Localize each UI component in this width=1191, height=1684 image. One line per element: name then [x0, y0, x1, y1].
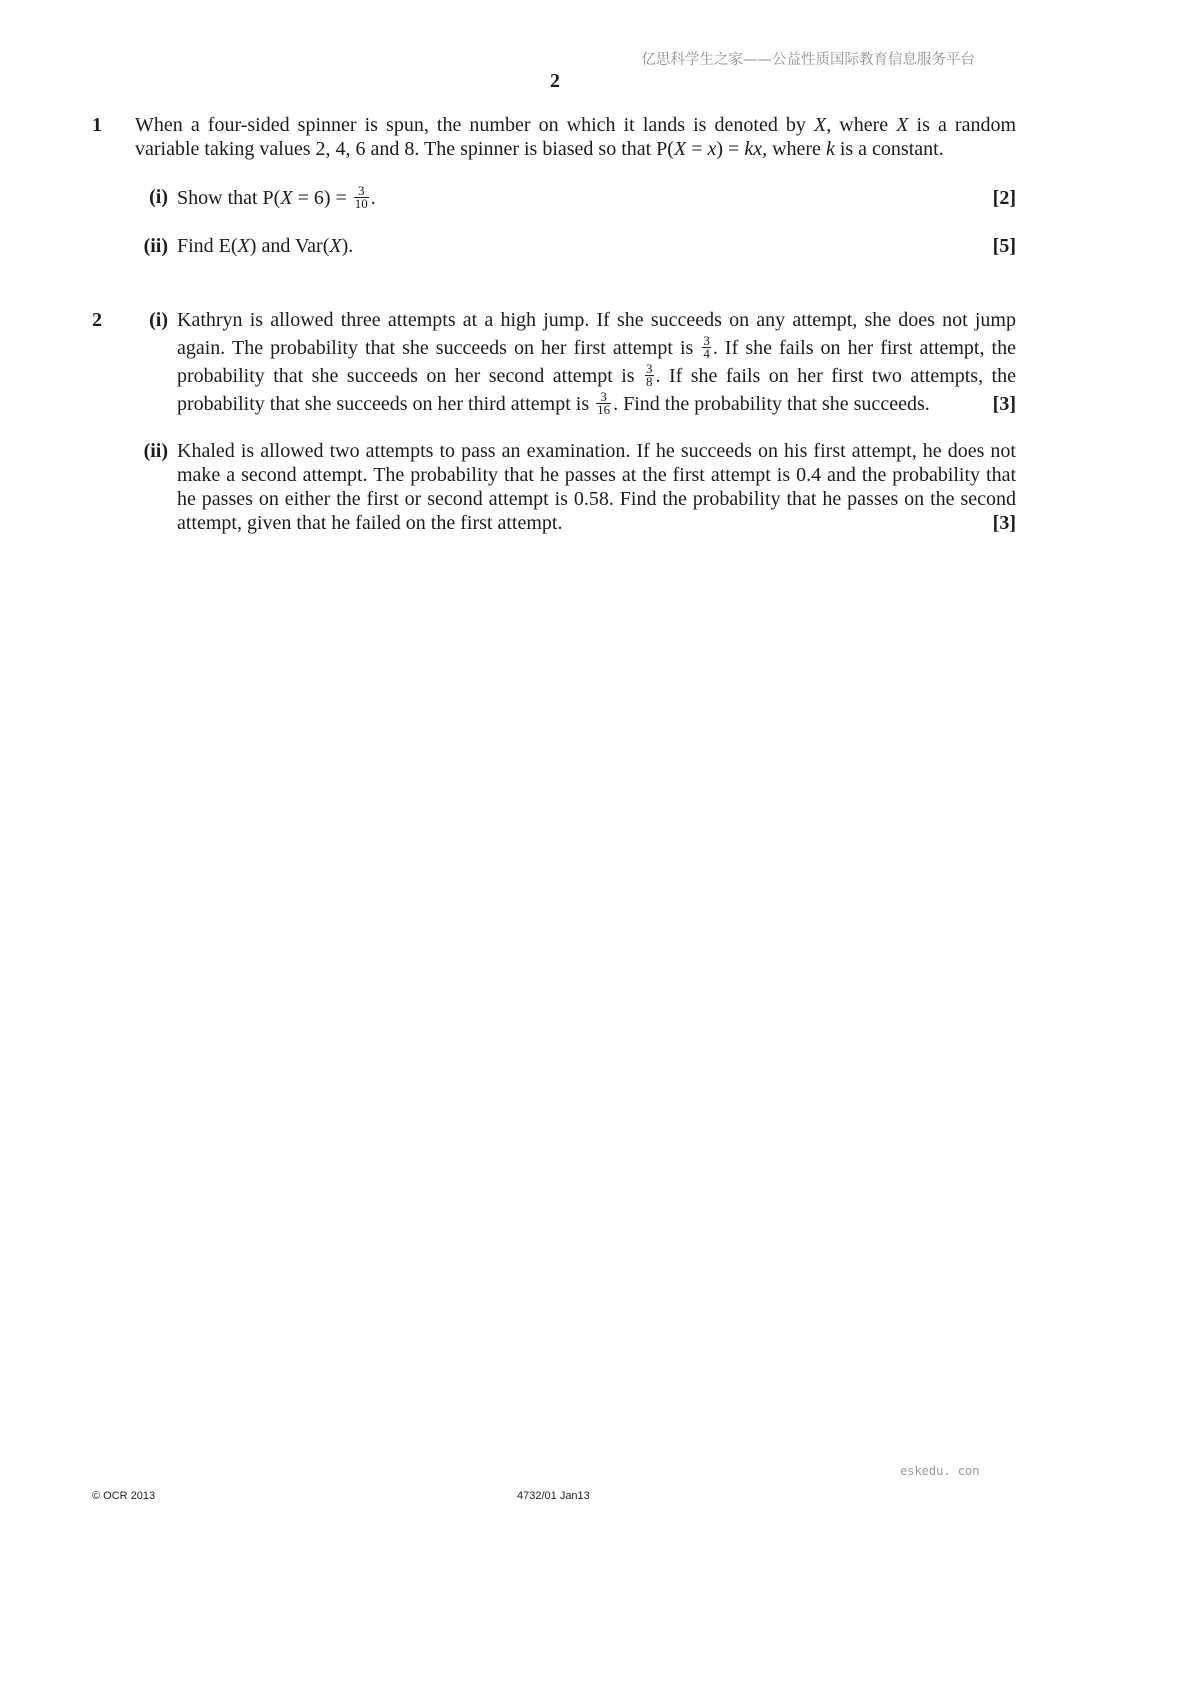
text-run: Find E(	[177, 235, 238, 257]
text-run: is a random variable taking values 2, 4, 6 and 8. The spinner is biased so that P(	[135, 114, 1017, 160]
fraction-numerator: 3	[703, 333, 710, 348]
part-label: (ii)	[143, 235, 168, 257]
fraction-numerator: 3	[354, 185, 369, 198]
math-variable: X	[896, 114, 909, 136]
fraction	[702, 335, 711, 360]
header-watermark: 亿思科学生之家——公益性质国际教育信息服务平台	[641, 52, 975, 68]
fraction-numerator: 3	[646, 361, 653, 376]
marks-allocation: [5]	[992, 235, 1016, 257]
text-run: . If she fails on her first two attempts, the probability that she succeeds on her third attempt is	[177, 365, 1016, 415]
part-text-content	[177, 235, 353, 257]
text-run: Show that P(	[177, 187, 281, 209]
text-run: , where	[826, 114, 897, 136]
text-run: is a constant.	[834, 138, 944, 160]
part-text-content	[177, 309, 1016, 415]
fraction	[354, 185, 369, 210]
marks-spacer	[930, 409, 978, 410]
marks-allocation: [3]	[992, 393, 1016, 415]
page-number: 2	[550, 70, 560, 92]
part-label: (i)	[149, 186, 168, 208]
math-variable: X	[814, 114, 827, 136]
text-run: ) and Var(	[249, 235, 330, 257]
part-text	[177, 185, 1016, 210]
fraction-denominator: 10	[354, 196, 368, 211]
footer-copyright: © OCR 2013	[92, 1490, 156, 1502]
fraction-denominator: 4	[703, 346, 710, 361]
part-text	[177, 234, 1016, 258]
math-variable: X	[280, 187, 293, 209]
marks-allocation: [2]	[992, 187, 1016, 209]
text-run: When a four-sided spinner is spun, the number on which it lands is denoted by	[135, 114, 814, 136]
fraction	[645, 363, 654, 388]
text-run: = 6) =	[292, 187, 352, 209]
part-text-content	[177, 183, 376, 211]
math-variable: k	[825, 138, 835, 160]
math-variable: x	[707, 138, 717, 160]
fraction-denominator: 16	[597, 402, 611, 417]
question-1-number: 1	[92, 114, 102, 136]
part-label: (ii)	[143, 440, 168, 462]
footer-paper-code: 4732/01 Jan13	[517, 1490, 590, 1502]
text-run: ) =	[716, 138, 745, 160]
text-run: ).	[341, 235, 354, 257]
text-run: =	[686, 138, 708, 160]
math-variable: X	[329, 235, 342, 257]
footer-site-watermark: eskedu. con	[900, 1464, 980, 1478]
text-run: , where	[762, 138, 826, 160]
text-run: Khaled is allowed two attempts to pass an examination. If he succeeds on his first attempt, he does not make a second attempt. The probability that he passes at the first attempt is 0.4 and the probability that he passes on either the first or second attempt is 0.58. Find the probability that he passes on the second attempt, given that he failed on the first attempt.	[177, 440, 1016, 534]
math-variable: X	[673, 138, 687, 160]
part-text	[177, 306, 1016, 418]
fraction-numerator: 3	[596, 391, 611, 404]
text-run: Kathryn is allowed three attempts at a high jump. If she succeeds on any attempt, she does not jump again. The probability that she succeeds on her first attempt is	[177, 309, 1016, 359]
math-variable: X	[237, 235, 250, 257]
question-2-number: 2	[92, 309, 102, 331]
question-1-stem	[135, 113, 1016, 161]
fraction-denominator: 8	[646, 374, 653, 389]
marks-spacer	[562, 528, 610, 529]
marks-spacer	[353, 251, 401, 252]
part-text-content	[177, 440, 1016, 534]
math-variable: kx	[744, 138, 763, 160]
marks-spacer	[376, 203, 424, 204]
fraction	[596, 391, 611, 416]
part-text	[177, 439, 1016, 535]
text-run: . Find the probability that she succeeds.	[613, 393, 930, 415]
text-run: . If she fails on her first attempt, the probability that she succeeds on her second attempt is	[177, 337, 1016, 387]
text-run: .	[370, 187, 376, 209]
part-label: (i)	[149, 309, 168, 331]
marks-allocation: [3]	[992, 512, 1016, 534]
